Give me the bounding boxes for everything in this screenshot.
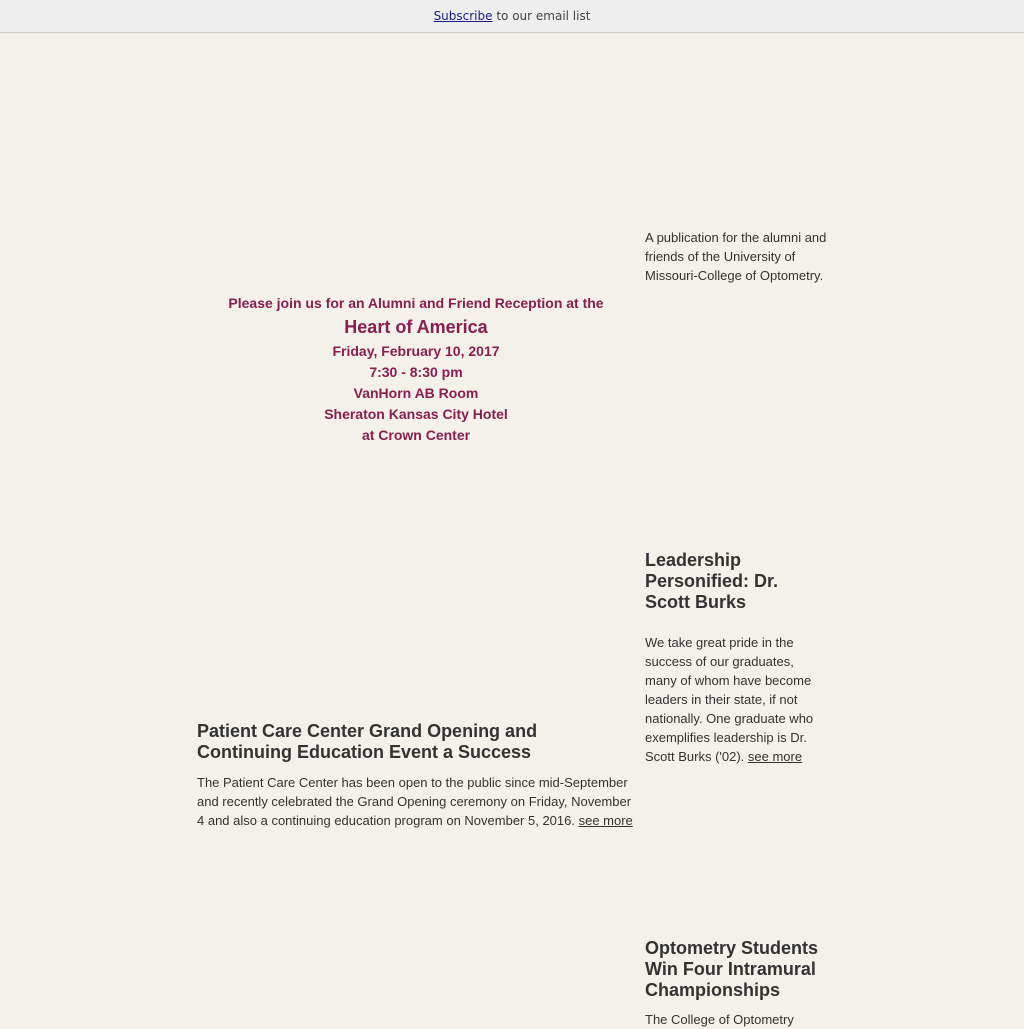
story-body-patient-care [197, 773, 637, 830]
event-date: Friday, February 10, 2017 [332, 343, 500, 359]
event-name: Heart of America [344, 317, 488, 337]
see-more-link[interactable]: see more [747, 749, 803, 764]
event-room: VanHorn AB Room [353, 385, 479, 401]
story-title-intramural: Optometry Students Win Four Intramural Championships [645, 938, 819, 1000]
subscribe-text: to our email list [492, 9, 591, 23]
story-body-leadership [645, 633, 825, 766]
story-title-leadership: Leadership Personified: Dr. Scott Burks [645, 550, 779, 612]
subscribe-link[interactable]: Subscribe [433, 9, 493, 23]
see-more-link[interactable]: see more [578, 813, 633, 828]
email-subscribe-bar [0, 0, 1024, 33]
event-location: at Crown Center [361, 427, 471, 443]
story-text: We take great pride in the success of our graduates, many of whom have become leaders in their state, if not nationally. One graduate who exemplifies leadership is Dr. Scott Burks ('02). [645, 635, 814, 764]
story-text: The Patient Care Center has been open to the public since mid-September and recently celebrated the Grand Opening ceremony on Friday, November 4 and also a continuing education program on November 5, 2016. [197, 775, 632, 828]
event-announcement [197, 293, 635, 446]
publication-blurb: A publication for the alumni and friends of the University of Missouri-College of Optometry. [645, 230, 827, 283]
event-time: 7:30 - 8:30 pm [369, 364, 463, 380]
story-title-patient-care: Patient Care Center Grand Opening and Continuing Education Event a Success [197, 721, 538, 762]
event-hotel: Sheraton Kansas City Hotel [324, 406, 508, 422]
event-intro: Please join us for an Alumni and Friend Reception at the [228, 295, 604, 311]
story-body-intramural: The College of Optometry [645, 1012, 794, 1027]
